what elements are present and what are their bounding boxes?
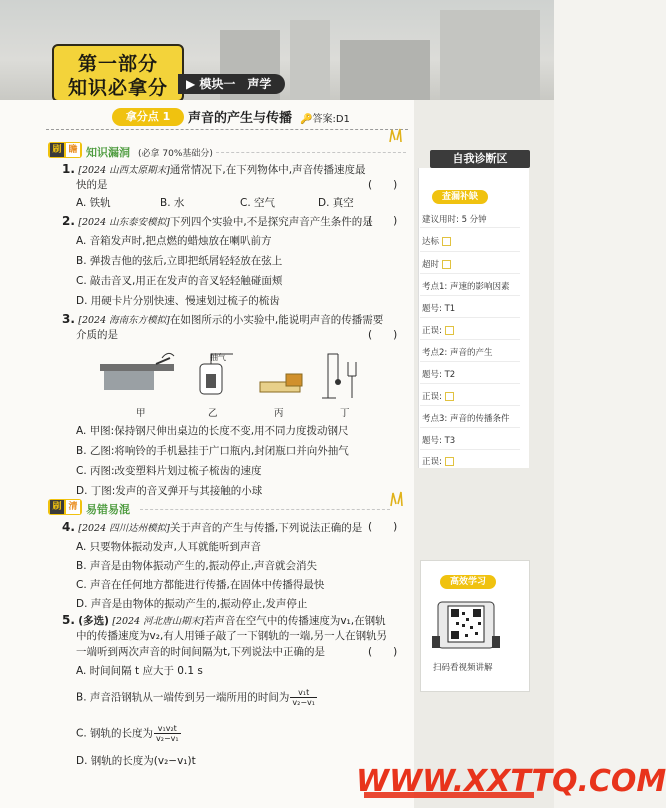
qr-holder-icon <box>432 596 502 654</box>
divider <box>420 405 520 406</box>
section-badge <box>48 142 82 158</box>
pass-label: 达标 <box>422 237 440 247</box>
question-number: 5. <box>62 613 75 627</box>
bunny-ears-icon <box>386 126 406 144</box>
option-c: C. 声音在任何地方都能进行传播,在固体中传播得最快 <box>76 579 325 591</box>
result-checkbox[interactable] <box>445 392 454 401</box>
option-c: C. 空气 <box>240 197 276 209</box>
question-ref: 题号: T2 <box>422 370 456 380</box>
option-b: B. 弹拨吉他的弦后,立即把纸屑轻轻放在弦上 <box>76 255 283 267</box>
answer-paren: ( ) <box>368 521 398 533</box>
option-d: D. 声音是由物体的振动产生的,振动停止,发声停止 <box>76 598 308 610</box>
error-check-badge: 查漏补缺 <box>432 190 488 204</box>
badge-char: 刷 <box>50 500 64 514</box>
section-label: 易错易混 <box>86 503 130 516</box>
answer-paren: ( ) <box>368 646 398 658</box>
result-checkbox[interactable] <box>445 457 454 466</box>
fraction <box>154 724 181 743</box>
option-d: D. 钢轨的长度为(v₂−v₁)t <box>76 755 196 767</box>
pass-row <box>422 235 451 247</box>
question-number: 1. <box>62 162 75 176</box>
question-ref: 题号: T3 <box>422 436 456 446</box>
question-ref: 题号: T1 <box>422 304 456 314</box>
question-number: 2. <box>62 214 75 228</box>
question-source: [2024 海南东方模拟] <box>78 315 170 326</box>
overtime-label: 超时 <box>422 260 440 270</box>
badge-char: 清 <box>66 500 80 514</box>
question-text: 快的是 <box>76 179 108 191</box>
pass-checkbox[interactable] <box>442 237 451 246</box>
question-source: [2024 河北唐山期末] <box>112 616 204 627</box>
divider <box>46 129 408 131</box>
efficient-study-badge: 高效学习 <box>440 575 496 589</box>
section-badge <box>48 499 82 515</box>
divider <box>420 251 520 252</box>
divider <box>420 227 520 228</box>
option-b <box>76 688 318 707</box>
module-tag: ▶ 模块一 声学 <box>178 74 285 94</box>
option-a: A. 只要物体振动发声,人耳就能听到声音 <box>76 541 262 553</box>
result-row <box>422 455 454 467</box>
option-d: D. 用硬卡片分别快速、慢速划过梳子的梳齿 <box>76 295 280 307</box>
divider <box>420 317 520 318</box>
divider <box>420 273 520 274</box>
section-title: 声音的产生与传播 <box>188 111 293 126</box>
part-title-box <box>52 44 184 102</box>
divider <box>420 295 520 296</box>
multi-select-tag: (多选) <box>78 615 109 627</box>
question-text: 中的传播速度为v₂,有人用锤子敲了一下钢轨的一端,另一人在钢轨另 <box>76 630 388 642</box>
knowledge-point-2: 考点2: 声音的产生 <box>422 348 493 358</box>
figure-label: 丁 <box>340 408 350 419</box>
result-row <box>422 390 454 402</box>
option-a: A. 铁轨 <box>76 197 111 209</box>
question-text: 下列四个实验中,不是探究声音产生条件的是 <box>169 216 373 228</box>
question-text: 在如图所示的小实验中,能说明声音的传播需要 <box>169 314 384 326</box>
answer-paren: ( ) <box>368 215 398 227</box>
option-c: C. 丙图:改变塑料片划过梳子梳齿的速度 <box>76 465 262 477</box>
question-3 <box>62 312 383 328</box>
section-note: (必拿 70%基础分) <box>138 149 213 159</box>
option-a: A. 音箱发声时,把点燃的蜡烛放在喇叭前方 <box>76 235 272 247</box>
result-label: 正误: <box>422 392 442 402</box>
option-b: B. 声音是由物体振动产生的,振动停止,声音就会消失 <box>76 560 318 572</box>
divider <box>420 449 520 450</box>
badge-char: 刷 <box>50 143 64 157</box>
option-d: D. 真空 <box>318 197 354 209</box>
result-label: 正误: <box>422 457 442 467</box>
knowledge-point-1: 考点1: 声速的影响因素 <box>422 282 510 292</box>
question-text: 关于声音的产生与传播,下列说法正确的是 <box>169 522 363 534</box>
figure-label: 甲 <box>136 408 146 419</box>
divider <box>420 383 520 384</box>
answer-paren: ( ) <box>368 329 398 341</box>
score-point-badge: 拿分点 1 <box>112 108 184 126</box>
result-checkbox[interactable] <box>445 326 454 335</box>
option-b: B. 乙图:将响铃的手机悬挂于广口瓶内,封闭瓶口并向外抽气 <box>76 445 349 457</box>
question-source: [2024 山东泰安模拟] <box>78 217 170 228</box>
question-number: 4. <box>62 520 75 534</box>
result-row <box>422 324 454 336</box>
question-source: [2024 四川达州模拟] <box>78 523 170 534</box>
question-number: 3. <box>62 312 75 326</box>
figure-label: 乙 <box>208 408 218 419</box>
part-subtitle: 知识必拿分 <box>67 77 168 99</box>
watermark-text: WWW.XXTTQ.COM <box>356 764 666 799</box>
denominator: v₂−v₁ <box>292 698 315 707</box>
answer-key-label: 🔑答案:D1 <box>300 114 350 125</box>
question-text: 介质的是 <box>76 329 118 341</box>
divider <box>420 361 520 362</box>
numerator: v₁v₂t <box>154 724 181 734</box>
section-label: 知识漏洞 <box>86 146 130 159</box>
figure-label: 丙 <box>274 408 284 419</box>
pump-label: 抽气 <box>210 353 226 362</box>
qr-caption: 扫码看视频讲解 <box>433 663 493 673</box>
overtime-row <box>422 258 451 270</box>
self-diagnosis-header: 自我诊断区 <box>430 150 530 168</box>
divider <box>216 152 406 153</box>
question-2 <box>62 214 373 230</box>
question-text: 一端听到两次声音的时间间隔为t,下列说法中正确的是 <box>76 646 325 658</box>
option-a: A. 甲图:保持钢尺伸出桌边的长度不变,用不同力度拨动钢尺 <box>76 425 349 437</box>
fraction <box>290 688 317 707</box>
question-source: [2024 山西太原期末] <box>78 165 170 176</box>
time-label: 建议用时: 5 分钟 <box>422 215 487 225</box>
divider <box>420 339 520 340</box>
option-c: C. 敲击音叉,用正在发声的音叉轻轻触碰面颊 <box>76 275 283 287</box>
bunny-ears-icon <box>388 488 406 508</box>
divider <box>420 427 520 428</box>
divider <box>140 509 390 510</box>
badge-char: 瞻 <box>66 143 80 157</box>
option-a: A. 时间间隔 t 应大于 0.1 s <box>76 665 203 677</box>
option-text: C. 钢轨的长度为 <box>76 727 154 740</box>
option-d: D. 丁图:发声的音叉弹开与其接触的小球 <box>76 485 263 497</box>
knowledge-point-3: 考点3: 声音的传播条件 <box>422 414 510 424</box>
question-text: 通常情况下,在下列物体中,声音传播速度最 <box>169 164 366 176</box>
answer-paren: ( ) <box>368 179 398 191</box>
question-4 <box>62 520 362 536</box>
denominator: v₂−v₁ <box>156 734 179 743</box>
question-text: 若声音在空气中的传播速度为v₁,在钢轨 <box>203 615 386 627</box>
numerator: v₁t <box>290 688 317 698</box>
result-label: 正误: <box>422 326 442 336</box>
question-1 <box>62 162 366 178</box>
option-b: B. 水 <box>160 197 185 209</box>
option-text: B. 声音沿钢轨从一端传到另一端所用的时间为 <box>76 691 290 704</box>
overtime-checkbox[interactable] <box>442 260 451 269</box>
option-c <box>76 724 182 743</box>
part-title: 第一部分 <box>77 53 158 75</box>
question-5 <box>62 613 386 629</box>
